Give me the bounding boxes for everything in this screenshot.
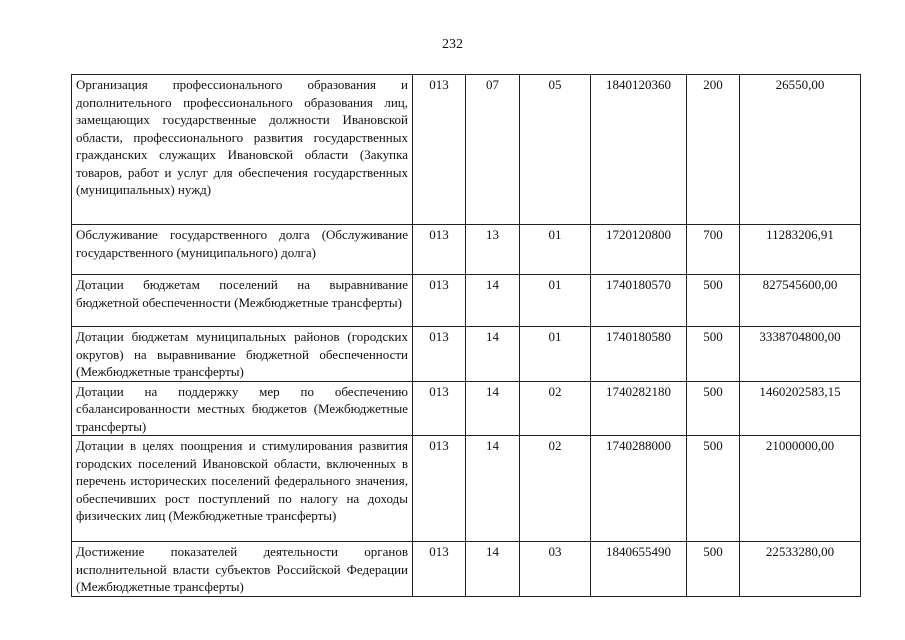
row-section-code: 13 [466,225,520,275]
row-expense-type: 700 [687,225,740,275]
row-description: Дотации бюджетам муниципальных районов (городских округов) на выравнивание бюджетной обеспеченности (Межбюджетные трансферты) [72,327,413,382]
row-ministry-code: 013 [413,225,466,275]
row-amount: 3338704800,00 [740,327,861,382]
row-ministry-code: 013 [413,275,466,327]
page-number: 232 [442,37,463,52]
row-target-article: 1740180570 [591,275,687,327]
row-expense-type: 500 [687,436,740,542]
table-row [72,225,861,275]
row-target-article: 1840120360 [591,75,687,225]
row-amount: 827545600,00 [740,275,861,327]
row-subsection-code: 03 [520,542,591,597]
row-subsection-code: 01 [520,225,591,275]
row-subsection-code: 01 [520,327,591,382]
row-target-article: 1740288000 [591,436,687,542]
row-amount: 22533280,00 [740,542,861,597]
row-description: Дотации в целях поощрения и стимулирования развития городских поселений Ивановской области, включенных в перечень исторических поселений федерального значения, обеспечивших рост поступлений по налогу на доходы физических лиц (Межбюджетные трансферты) [72,436,413,542]
table-row [72,381,861,436]
row-subsection-code: 02 [520,436,591,542]
row-subsection-code: 01 [520,275,591,327]
row-amount: 26550,00 [740,75,861,225]
row-description: Организация профессионального образования и дополнительного профессионального образования лиц, замещающих государственные должности Ивановской области, профессионального развития государственных гражданских служащих Ивановской области (Закупка товаров, работ и услуг для обеспечения государственных (муниципальных) нужд) [72,75,413,225]
row-ministry-code: 013 [413,381,466,436]
row-section-code: 14 [466,327,520,382]
budget-table [71,74,861,597]
row-amount: 21000000,00 [740,436,861,542]
row-expense-type: 500 [687,327,740,382]
table-row [72,327,861,382]
row-expense-type: 500 [687,381,740,436]
row-amount: 11283206,91 [740,225,861,275]
row-ministry-code: 013 [413,542,466,597]
row-expense-type: 500 [687,542,740,597]
table-row [72,75,861,225]
row-description: Дотации на поддержку мер по обеспечению сбалансированности местных бюджетов (Межбюджетные трансферты) [72,381,413,436]
row-amount: 1460202583,15 [740,381,861,436]
row-section-code: 14 [466,542,520,597]
row-section-code: 14 [466,436,520,542]
row-target-article: 1740282180 [591,381,687,436]
row-ministry-code: 013 [413,436,466,542]
row-expense-type: 200 [687,75,740,225]
row-ministry-code: 013 [413,75,466,225]
row-description: Дотации бюджетам поселений на выравнивание бюджетной обеспеченности (Межбюджетные трансферты) [72,275,413,327]
row-ministry-code: 013 [413,327,466,382]
row-target-article: 1740180580 [591,327,687,382]
row-subsection-code: 05 [520,75,591,225]
row-section-code: 07 [466,75,520,225]
row-subsection-code: 02 [520,381,591,436]
row-target-article: 1840655490 [591,542,687,597]
budget-table-body [72,75,861,597]
row-section-code: 14 [466,275,520,327]
table-row [72,275,861,327]
table-row [72,542,861,597]
row-description: Обслуживание государственного долга (Обслуживание государственного (муниципального) долга) [72,225,413,275]
row-target-article: 1720120800 [591,225,687,275]
row-section-code: 14 [466,381,520,436]
table-row [72,436,861,542]
row-description: Достижение показателей деятельности органов исполнительной власти субъектов Российской Федерации (Межбюджетные трансферты) [72,542,413,597]
row-expense-type: 500 [687,275,740,327]
